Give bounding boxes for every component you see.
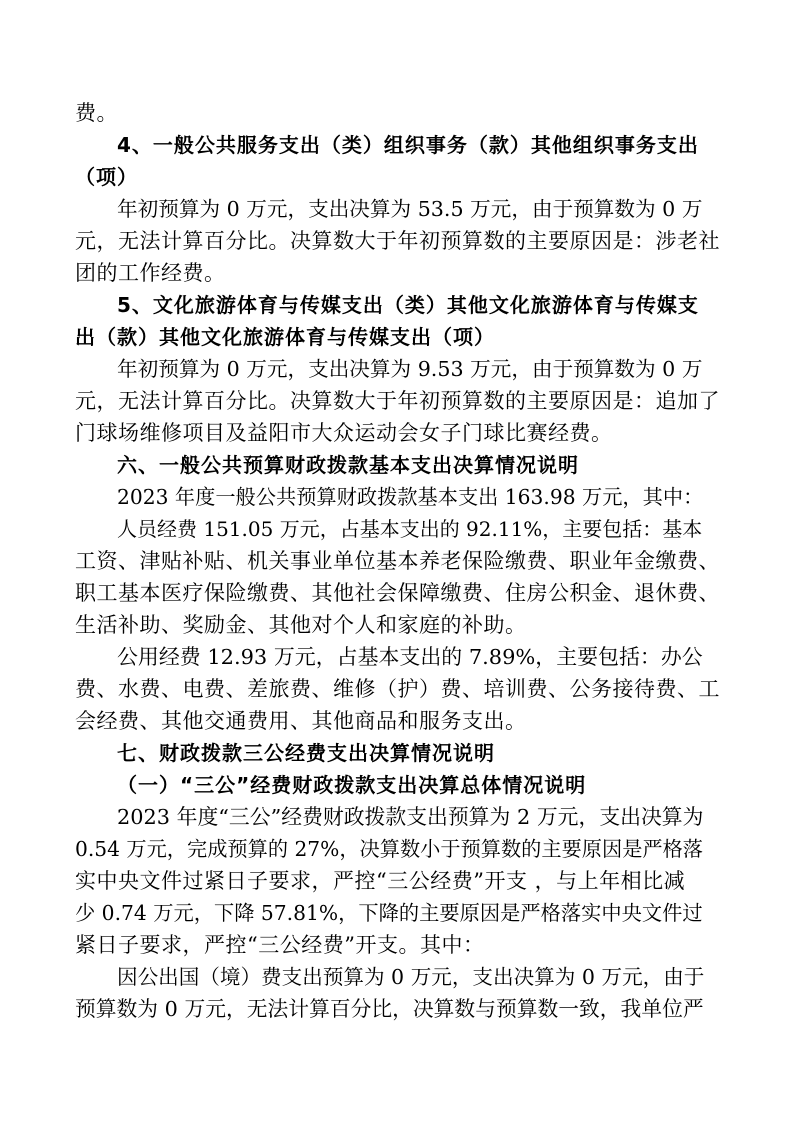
body-text: 门球场维修项目及益阳市大众运动会女子门球比赛经费。 [75, 421, 613, 445]
body-text: 元，无法计算百分比。决算数大于年初预算数的主要原因是：涉老社 [75, 229, 720, 253]
body-text: 费。 [75, 101, 118, 125]
body-text: 公用经费 12.93 万元，占基本支出的 7.89%，主要包括：办公 [117, 645, 703, 669]
section-heading: 出（款）其他文化旅游体育与传媒支出（项） [75, 325, 495, 349]
body-text: 元，无法计算百分比。决算数大于年初预算数的主要原因是：追加了 [75, 389, 720, 413]
body-text: 会经费、其他交通费用、其他商品和服务支出。 [75, 709, 527, 733]
section-heading: 5、文化旅游体育与传媒支出（类）其他文化旅游体育与传媒支 [117, 293, 699, 317]
body-text: 0.54 万元，完成预算的 27%，决算数小于预算数的主要原因是严格落 [75, 837, 704, 861]
body-text: 实中央文件过紧日子要求，严控“三公经费”开支 ，与上年相比减 [75, 869, 686, 893]
body-text: 职工基本医疗保险缴费、其他社会保障缴费、住房公积金、退休费、 [75, 581, 720, 605]
section-heading: 4、一般公共服务支出（类）组织事务（款）其他组织事务支出 [117, 133, 699, 157]
body-text: 预算数为 0 万元，无法计算百分比，决算数与预算数一致，我单位严 [75, 997, 704, 1021]
body-text: 工资、津贴补贴、机关事业单位基本养老保险缴费、职业年金缴费、 [75, 549, 720, 573]
body-text: 紧日子要求，严控“三公经费”开支。其中： [75, 933, 485, 957]
chapter-heading: 七、财政拨款三公经费支出决算情况说明 [117, 741, 495, 765]
section-heading: （项） [75, 165, 138, 189]
subsection-heading: （一）“三公”经费财政拨款支出决算总体情况说明 [117, 773, 587, 797]
body-text: 费、水费、电费、差旅费、维修（护）费、培训费、公务接待费、工 [75, 677, 720, 701]
chapter-heading: 六、一般公共预算财政拨款基本支出决算情况说明 [117, 453, 579, 477]
body-text: 年初预算为 0 万元，支出决算为 53.5 万元，由于预算数为 0 万 [117, 197, 703, 221]
body-text: 因公出国（境）费支出预算为 0 万元，支出决算为 0 万元，由于 [117, 965, 705, 989]
body-text: 2023 年度一般公共预算财政拨款基本支出 163.98 万元，其中： [117, 485, 704, 509]
body-text: 年初预算为 0 万元，支出决算为 9.53 万元，由于预算数为 0 万 [117, 357, 703, 381]
body-text: 团的工作经费。 [75, 261, 226, 285]
body-text: 生活补助、奖励金、其他对个人和家庭的补助。 [75, 613, 527, 637]
body-text: 2023 年度“三公”经费财政拨款支出预算为 2 万元，支出决算为 [117, 805, 704, 829]
body-text: 人员经费 151.05 万元，占基本支出的 92.11%，主要包括：基本 [117, 517, 703, 541]
body-text: 少 0.74 万元，下降 57.81%，下降的主要原因是严格落实中央文件过 [75, 901, 703, 925]
